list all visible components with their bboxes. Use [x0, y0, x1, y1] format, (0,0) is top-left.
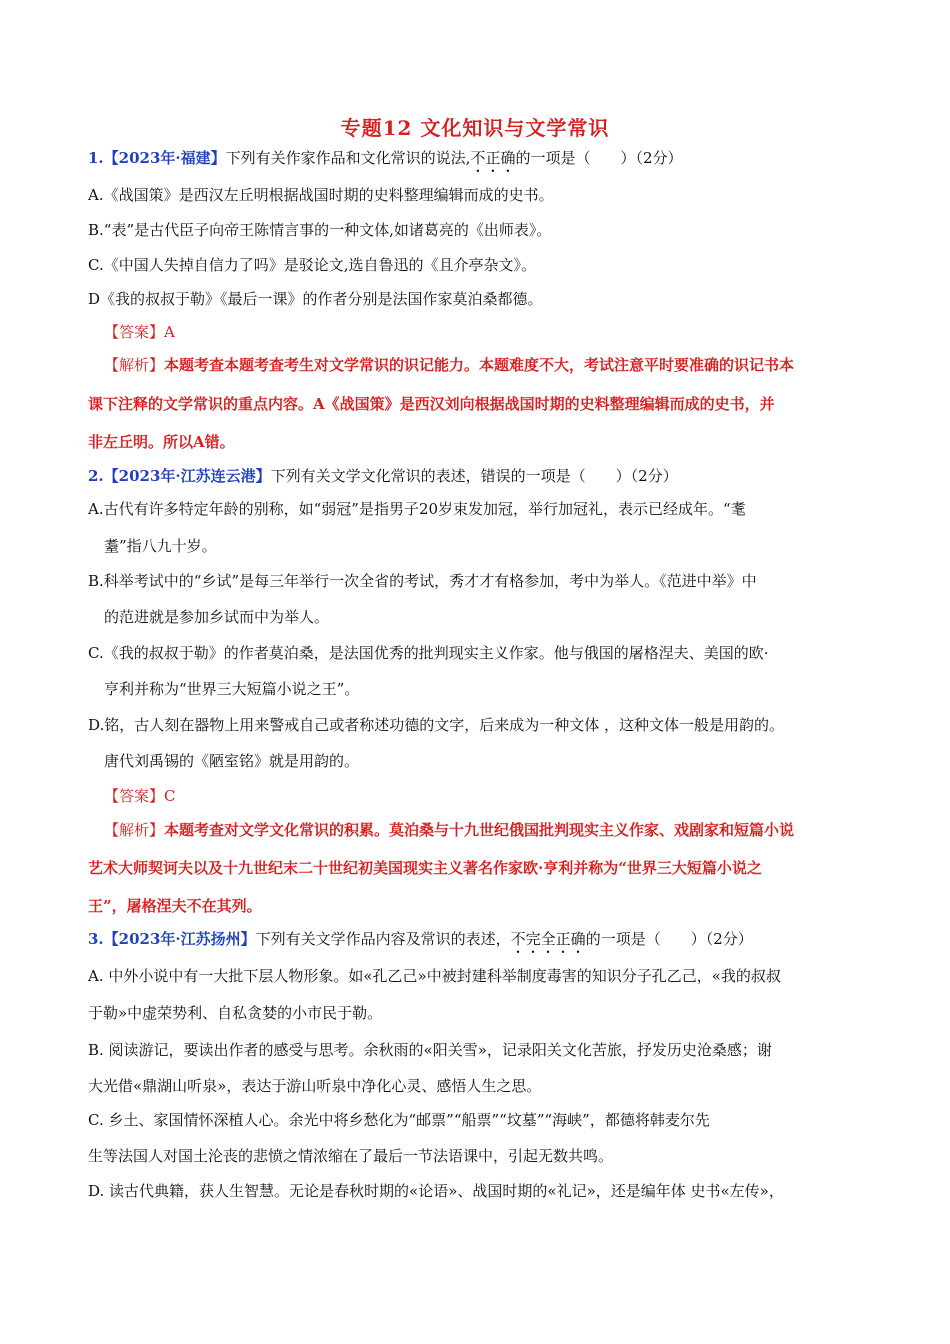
question-3-stem: 3.【2023年·江苏扬州】下列有关文学作品内容及常识的表述，不完全正确的一项是（ ）（2分）	[88, 930, 753, 948]
question-2-option-d-2: 唐代刘禹锡的《陋室铭》就是用韵的。	[104, 752, 360, 770]
page-title: 专题12 文化知识与文学常识	[340, 116, 610, 140]
question-2-answer: 【答案】C	[104, 787, 176, 805]
question-3-option-c-2: 生等法国人对国土沦丧的悲愤之情浓缩在了最后一节法语课中，引起无数共鸣。	[88, 1147, 614, 1165]
question-3-option-a-2: 于勒»中虚荣势利、自私贪婪的小市民于勒。	[88, 1004, 383, 1022]
question-2-tag: 【2023年·江苏连云港】	[103, 467, 271, 485]
question-2-option-d-1: D.铭，古人刻在器物上用来警戒自己或者称述功德的文字，后来成为一种文体 ，这种文体一般是用韵的。	[88, 716, 785, 734]
question-3-option-d-1: D. 读古代典籍，获人生智慧。无论是春秋时期的«论语»、战国时期的«礼记»，还是编年体 史书«左传»，	[88, 1182, 784, 1200]
question-1-analysis-1: 【解析】本题考查本题考查考生对文学常识的识记能力。本题难度不大，考试注意平时要准确的识记书本	[104, 356, 795, 374]
question-3-number: 3.	[88, 930, 104, 948]
question-1-tag: 【2023年·福建】	[103, 149, 226, 167]
question-2-option-c-1: C.《我的叔叔于勒》的作者莫泊桑，是法国优秀的批判现实主义作家。他与俄国的屠格涅夫、美国的欧·	[88, 644, 769, 662]
question-2-option-a-2: 耋”指八九十岁。	[104, 537, 217, 555]
question-2-option-a-1: A.古代有许多特定年龄的别称，如“弱冠”是指男子20岁束发加冠，举行加冠礼，表示已经成年。“耄	[88, 500, 746, 518]
question-2-option-c-2: 亨利并称为“世界三大短篇小说之王”。	[104, 680, 360, 698]
question-2-number: 2.	[88, 467, 104, 485]
question-3-emphasis: 不完全正确	[510, 930, 586, 948]
question-3-option-b-2: 大光借«鼎湖山听泉»，表达于游山听泉中净化心灵、感悟人生之思。	[88, 1077, 542, 1095]
question-1-option-a: A.《战国策》是西汉左丘明根据战国时期的史料整理编辑而成的史书。	[88, 186, 554, 204]
question-1-emphasis: 不正确	[470, 149, 516, 167]
question-3-tag: 【2023年·江苏扬州】	[103, 930, 256, 948]
question-1-option-d: D《我的叔叔于勒》《最后一课》的作者分别是法国作家莫泊桑都德。	[88, 290, 543, 308]
question-1-stem: 1.【2023年·福建】下列有关作家作品和文化常识的说法,不正确的一项是（ ）（2分）	[88, 149, 683, 167]
question-1-number: 1.	[88, 149, 104, 167]
question-2-option-b-1: B.科举考试中的“乡试”是每三年举行一次全省的考试，秀才才有格参加，考中为举人。《范进中举》中	[88, 572, 757, 590]
question-1-option-c: C.《中国人失掉自信力了吗》是驳论文,选自鲁迅的《且介亭杂文》。	[88, 256, 536, 274]
question-2-analysis-1: 【解析】本题考查对文学文化常识的积累。莫泊桑与十九世纪俄国批判现实主义作家、戏剧家和短篇小说	[104, 821, 795, 839]
question-2-analysis-3: 王”，屠格涅夫不在其列。	[88, 897, 262, 915]
question-3-option-a-1: A. 中外小说中有一大批下层人物形象。如«孔乙己»中被封建科举制度毒害的知识分子孔乙己，«我的叔叔	[88, 967, 781, 985]
question-2-option-b-2: 的范进就是参加乡试而中为举人。	[104, 608, 330, 626]
question-1-answer: 【答案】A	[104, 323, 175, 341]
question-1-analysis-2: 课下注释的文学常识的重点内容。A《战国策》是西汉刘向根据战国时期的史料整理编辑而成的史书，并	[88, 395, 775, 413]
question-2-analysis-2: 艺术大师契诃夫以及十九世纪末二十世纪初美国现实主义著名作家欧·亨利并称为“世界三大短篇小说之	[88, 859, 762, 877]
question-1-analysis-3: 非左丘明。所以A错。	[88, 433, 235, 451]
question-1-option-b: B.“表”是古代臣子向帝王陈情言事的一种文体,如诸葛亮的《出师表》。	[88, 221, 552, 239]
question-2-stem: 2.【2023年·江苏连云港】下列有关文学文化常识的表述，错误的一项是（ ）（2分）	[88, 467, 678, 485]
question-3-option-b-1: B. 阅读游记，要读出作者的感受与思考。余秋雨的«阳关雪»，记录阳关文化苦旅，抒发历史沧桑感；谢	[88, 1041, 772, 1059]
question-3-option-c-1: C. 乡土、家国情怀深植人心。余光中将乡愁化为“邮票”“船票”“坟墓”“海峡”，都德将韩麦尔先	[88, 1111, 710, 1129]
